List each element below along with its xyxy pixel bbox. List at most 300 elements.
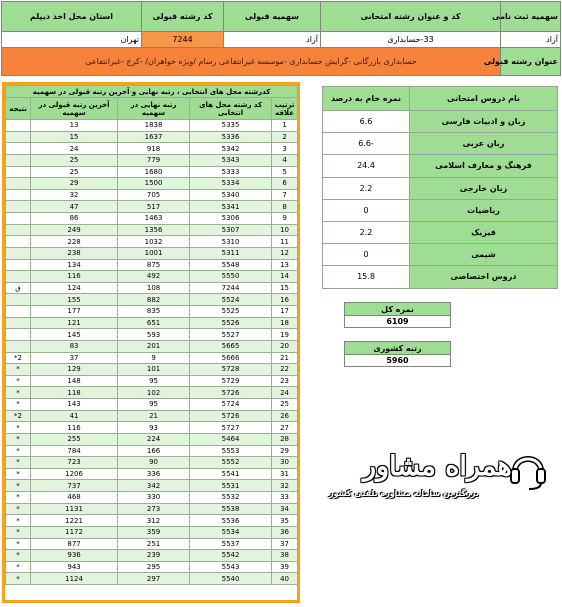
choice-row: [6, 480, 298, 492]
choice-final-rank: 95: [118, 399, 190, 411]
choice-final-rank: 1356: [118, 224, 190, 236]
scores-header-row: [323, 87, 558, 111]
course-value: حسابداری بازرگانی -گرایش حسابداری -موسسه غیرانتفاعی رسام /ویژه خواهران/ -کرج -غیرانتفاعی: [2, 48, 501, 76]
choices-table: [5, 85, 298, 585]
choice-code: 5540: [190, 573, 272, 585]
choice-code: 5726: [190, 387, 272, 399]
choice-result: [6, 166, 31, 178]
header-exam-field: کد و عنوان رشته امتحانی: [321, 2, 501, 32]
choice-priority: 8: [272, 201, 298, 213]
choice-last-rank: 1131: [31, 503, 118, 515]
choice-final-rank: 1032: [118, 236, 190, 248]
choice-row: [6, 247, 298, 259]
subject-score: 15.8: [323, 266, 410, 288]
choice-priority: 9: [272, 213, 298, 225]
national-rank-value: 5960: [345, 355, 451, 367]
choice-row: [6, 178, 298, 190]
subject-name: زبان عربی: [410, 133, 558, 155]
score-row: [323, 244, 558, 266]
choice-last-rank: 228: [31, 236, 118, 248]
choice-final-rank: 90: [118, 457, 190, 469]
score-row: [323, 177, 558, 199]
subject-name: فرهنگ و معارف اسلامی: [410, 155, 558, 177]
choice-priority: 1: [272, 120, 298, 132]
choice-last-rank: 1124: [31, 573, 118, 585]
choice-priority: 3: [272, 143, 298, 155]
choice-priority: 11: [272, 236, 298, 248]
scores-table: [322, 86, 558, 289]
choices-panel: [2, 82, 300, 603]
total-score-label: نمره کل: [345, 303, 451, 316]
choice-row: [6, 573, 298, 585]
choice-result: *: [6, 468, 31, 480]
choice-final-rank: 705: [118, 189, 190, 201]
choice-row: [6, 433, 298, 445]
choice-priority: 32: [272, 480, 298, 492]
choice-result: [6, 271, 31, 283]
choice-result: *: [6, 573, 31, 585]
subject-score: 0: [323, 244, 410, 266]
choice-final-rank: 779: [118, 154, 190, 166]
choice-priority: 27: [272, 422, 298, 434]
choice-code: 5726: [190, 410, 272, 422]
choice-final-rank: 108: [118, 282, 190, 294]
header-result: نتیجه: [6, 98, 31, 120]
subject-name: زبان و ادبیات فارسی: [410, 111, 558, 133]
choice-result: ق: [6, 282, 31, 294]
choice-last-rank: 155: [31, 294, 118, 306]
choice-result: [6, 259, 31, 271]
choice-code: 5335: [190, 120, 272, 132]
choice-code: 5464: [190, 433, 272, 445]
choice-final-rank: 312: [118, 515, 190, 527]
choice-priority: 31: [272, 468, 298, 480]
choice-result: *: [6, 515, 31, 527]
choice-code: 5307: [190, 224, 272, 236]
choice-priority: 35: [272, 515, 298, 527]
choice-row: [6, 457, 298, 469]
choice-last-rank: 15: [31, 131, 118, 143]
header-admission-code: کد رشته قبولی: [142, 2, 224, 32]
choice-result: [6, 120, 31, 132]
subject-name: زبان خارجی: [410, 177, 558, 199]
choice-final-rank: 251: [118, 538, 190, 550]
choice-row: [6, 236, 298, 248]
choice-row: [6, 329, 298, 341]
exam-field-value: 33-حسابداری: [321, 32, 501, 48]
choice-last-rank: 145: [31, 329, 118, 341]
choice-last-rank: 143: [31, 399, 118, 411]
choice-final-rank: 101: [118, 364, 190, 376]
choice-last-rank: 25: [31, 166, 118, 178]
choice-result: [6, 201, 31, 213]
course-label: عنوان رشته قبولی: [501, 48, 561, 76]
choice-code: 5550: [190, 271, 272, 283]
choice-priority: 20: [272, 340, 298, 352]
subject-name: فیزیک: [410, 221, 558, 243]
choice-code: 5665: [190, 340, 272, 352]
choice-code: 5310: [190, 236, 272, 248]
header-admission-quota: سهمیه قبولی: [224, 2, 321, 32]
choices-title-row: [6, 86, 298, 98]
choice-result: [6, 154, 31, 166]
choice-result: [6, 213, 31, 225]
choice-code: 5537: [190, 538, 272, 550]
choice-code: 5333: [190, 166, 272, 178]
score-row: [323, 155, 558, 177]
choice-priority: 26: [272, 410, 298, 422]
choice-priority: 2: [272, 131, 298, 143]
choice-priority: 34: [272, 503, 298, 515]
choice-last-rank: 468: [31, 492, 118, 504]
choice-code: 7244: [190, 282, 272, 294]
choice-last-rank: 47: [31, 201, 118, 213]
choice-priority: 38: [272, 550, 298, 562]
choice-priority: 25: [272, 399, 298, 411]
choice-final-rank: 21: [118, 410, 190, 422]
choice-result: *: [6, 375, 31, 387]
choice-result: *: [6, 526, 31, 538]
choice-row: [6, 317, 298, 329]
choice-priority: 28: [272, 433, 298, 445]
choice-code: 5532: [190, 492, 272, 504]
header-final-rank: رتبه نهایی در سهمیه: [118, 98, 190, 120]
choice-row: [6, 503, 298, 515]
choice-result: *: [6, 445, 31, 457]
choice-final-rank: 273: [118, 503, 190, 515]
choice-final-rank: 835: [118, 306, 190, 318]
choice-last-rank: 86: [31, 213, 118, 225]
header-priority: ترتیب علاقه: [272, 98, 298, 120]
choice-code: 5666: [190, 352, 272, 364]
choice-row: [6, 120, 298, 132]
choice-final-rank: 224: [118, 433, 190, 445]
choice-result: *: [6, 422, 31, 434]
choice-row: [6, 410, 298, 422]
choice-final-rank: 492: [118, 271, 190, 283]
choice-priority: 40: [272, 573, 298, 585]
choice-result: [6, 294, 31, 306]
choice-final-rank: 651: [118, 317, 190, 329]
choice-row: [6, 259, 298, 271]
choice-priority: 33: [272, 492, 298, 504]
choice-priority: 7: [272, 189, 298, 201]
choice-final-rank: 1680: [118, 166, 190, 178]
choice-code: 5526: [190, 317, 272, 329]
headset-icon: [507, 445, 549, 491]
choice-last-rank: 25: [31, 154, 118, 166]
logo-name: همراه مشاور: [363, 451, 512, 482]
national-rank-label: رتبه کشوری: [345, 342, 451, 355]
choice-result: *: [6, 387, 31, 399]
choice-result: *: [6, 364, 31, 376]
choice-final-rank: 201: [118, 340, 190, 352]
choice-row: [6, 143, 298, 155]
choice-code: 5342: [190, 143, 272, 155]
choices-title: کدرشته محل های انتخابی ، رتبه نهایی و آخرین رتبه قبولی در سهمیه: [6, 86, 298, 98]
choice-code: 5306: [190, 213, 272, 225]
choice-final-rank: 1463: [118, 213, 190, 225]
choice-final-rank: 517: [118, 201, 190, 213]
choice-code: 5336: [190, 131, 272, 143]
choice-result: [6, 178, 31, 190]
choice-last-rank: 129: [31, 364, 118, 376]
info-value-row: [2, 32, 561, 48]
choice-code: 5724: [190, 399, 272, 411]
choice-final-rank: 295: [118, 561, 190, 573]
brand-logo: [325, 443, 555, 513]
choice-last-rank: 1172: [31, 526, 118, 538]
choice-row: [6, 375, 298, 387]
diploma-province-value: تهران: [2, 32, 142, 48]
choice-row: [6, 399, 298, 411]
choice-final-rank: 102: [118, 387, 190, 399]
choice-row: [6, 294, 298, 306]
choice-final-rank: 93: [118, 422, 190, 434]
choice-result: [6, 247, 31, 259]
choice-priority: 13: [272, 259, 298, 271]
choice-row: [6, 213, 298, 225]
choice-row: [6, 526, 298, 538]
choice-code: 5343: [190, 154, 272, 166]
choice-last-rank: 943: [31, 561, 118, 573]
choice-code: 5534: [190, 526, 272, 538]
choice-priority: 14: [272, 271, 298, 283]
choice-final-rank: 1637: [118, 131, 190, 143]
subject-score: 2.2: [323, 221, 410, 243]
logo-tagline: بزرگترین سامانه مشاوره تلفنی کشور: [329, 489, 479, 498]
choice-result: 2*: [6, 352, 31, 364]
choice-priority: 16: [272, 294, 298, 306]
choice-row: [6, 550, 298, 562]
choice-final-rank: 166: [118, 445, 190, 457]
choice-final-rank: 918: [118, 143, 190, 155]
choice-code: 5536: [190, 515, 272, 527]
choice-final-rank: 882: [118, 294, 190, 306]
choice-row: [6, 468, 298, 480]
score-row: [323, 133, 558, 155]
score-row: [323, 266, 558, 288]
choice-last-rank: 737: [31, 480, 118, 492]
header-registration-quota: سهمیه ثبت نامی: [501, 2, 561, 32]
choice-row: [6, 166, 298, 178]
choice-result: [6, 224, 31, 236]
total-score-value: 6109: [345, 316, 451, 328]
choice-row: [6, 282, 298, 294]
choice-code: 5542: [190, 550, 272, 562]
choice-row: [6, 515, 298, 527]
choice-row: [6, 306, 298, 318]
choice-final-rank: 297: [118, 573, 190, 585]
choice-last-rank: 41: [31, 410, 118, 422]
choice-code: 5729: [190, 375, 272, 387]
choice-priority: 10: [272, 224, 298, 236]
choice-last-rank: 1206: [31, 468, 118, 480]
choice-result: *: [6, 538, 31, 550]
choice-last-rank: 32: [31, 189, 118, 201]
choice-priority: 39: [272, 561, 298, 573]
choice-last-rank: 121: [31, 317, 118, 329]
choice-code: 5538: [190, 503, 272, 515]
choice-last-rank: 134: [31, 259, 118, 271]
choice-final-rank: 1500: [118, 178, 190, 190]
choice-code: 5311: [190, 247, 272, 259]
choice-code: 5541: [190, 468, 272, 480]
choice-last-rank: 37: [31, 352, 118, 364]
choice-row: [6, 422, 298, 434]
total-score-box: [344, 302, 451, 328]
applicant-info-table: [1, 1, 561, 76]
choice-last-rank: 177: [31, 306, 118, 318]
choice-result: [6, 236, 31, 248]
choice-result: [6, 329, 31, 341]
choice-last-rank: 249: [31, 224, 118, 236]
choice-final-rank: 95: [118, 375, 190, 387]
choice-code: 5548: [190, 259, 272, 271]
choice-priority: 29: [272, 445, 298, 457]
choice-code: 5543: [190, 561, 272, 573]
score-row: [323, 221, 558, 243]
choice-code: 5531: [190, 480, 272, 492]
choice-priority: 18: [272, 317, 298, 329]
subject-score: 0: [323, 199, 410, 221]
choice-row: [6, 364, 298, 376]
subject-score: -6.6: [323, 133, 410, 155]
info-header-row: [2, 2, 561, 32]
subject-name: شیمی: [410, 244, 558, 266]
choice-code: 5334: [190, 178, 272, 190]
choice-final-rank: 593: [118, 329, 190, 341]
score-row: [323, 111, 558, 133]
choice-result: *: [6, 503, 31, 515]
choice-priority: 30: [272, 457, 298, 469]
choice-code: 5527: [190, 329, 272, 341]
choice-result: *: [6, 550, 31, 562]
choice-last-rank: 24: [31, 143, 118, 155]
choice-priority: 5: [272, 166, 298, 178]
choice-row: [6, 387, 298, 399]
admission-quota-value: آزاد: [224, 32, 321, 48]
choice-code: 5553: [190, 445, 272, 457]
header-raw-score: نمره خام به درصد: [323, 87, 410, 111]
admission-code-value: 7244: [142, 32, 224, 48]
score-row: [323, 199, 558, 221]
choice-last-rank: 148: [31, 375, 118, 387]
registration-quota-value: آزاد: [501, 32, 561, 48]
choice-result: 2*: [6, 410, 31, 422]
choice-result: [6, 306, 31, 318]
choice-last-rank: 124: [31, 282, 118, 294]
choices-body: [6, 120, 298, 585]
choice-last-rank: 118: [31, 387, 118, 399]
choice-final-rank: 342: [118, 480, 190, 492]
choice-row: [6, 561, 298, 573]
choice-result: [6, 340, 31, 352]
choice-row: [6, 538, 298, 550]
course-row: [2, 48, 561, 76]
choices-header-row: [6, 98, 298, 120]
choice-row: [6, 340, 298, 352]
choice-final-rank: 875: [118, 259, 190, 271]
subject-name: دروس اختصاصی: [410, 266, 558, 288]
choice-code: 5340: [190, 189, 272, 201]
choice-final-rank: 239: [118, 550, 190, 562]
choice-last-rank: 784: [31, 445, 118, 457]
choice-result: *: [6, 433, 31, 445]
choice-last-rank: 1221: [31, 515, 118, 527]
choice-row: [6, 445, 298, 457]
choice-result: [6, 143, 31, 155]
choice-code: 5524: [190, 294, 272, 306]
choice-priority: 22: [272, 364, 298, 376]
choice-last-rank: 29: [31, 178, 118, 190]
choice-last-rank: 255: [31, 433, 118, 445]
choice-result: [6, 131, 31, 143]
choice-result: *: [6, 399, 31, 411]
choice-priority: 15: [272, 282, 298, 294]
choice-last-rank: 877: [31, 538, 118, 550]
choice-row: [6, 492, 298, 504]
choice-result: *: [6, 480, 31, 492]
choice-priority: 17: [272, 306, 298, 318]
choice-last-rank: 238: [31, 247, 118, 259]
choice-priority: 36: [272, 526, 298, 538]
subject-name: ریاضیات: [410, 199, 558, 221]
choice-row: [6, 201, 298, 213]
choice-priority: 23: [272, 375, 298, 387]
choice-last-rank: 13: [31, 120, 118, 132]
choice-result: *: [6, 561, 31, 573]
choice-priority: 24: [272, 387, 298, 399]
subject-score: 24.4: [323, 155, 410, 177]
choice-row: [6, 352, 298, 364]
choice-result: *: [6, 457, 31, 469]
choice-final-rank: 336: [118, 468, 190, 480]
scores-body: [323, 111, 558, 289]
choice-last-rank: 723: [31, 457, 118, 469]
choice-row: [6, 131, 298, 143]
choice-code: 5341: [190, 201, 272, 213]
choice-final-rank: 1001: [118, 247, 190, 259]
choice-result: [6, 317, 31, 329]
choice-last-rank: 116: [31, 271, 118, 283]
choice-result: [6, 189, 31, 201]
choice-last-rank: 83: [31, 340, 118, 352]
choice-priority: 12: [272, 247, 298, 259]
choice-final-rank: 330: [118, 492, 190, 504]
national-rank-box: [344, 341, 451, 367]
choice-row: [6, 224, 298, 236]
header-subject: نام دروس امتحانی: [410, 87, 558, 111]
subject-score: 2.2: [323, 177, 410, 199]
choice-row: [6, 154, 298, 166]
choice-priority: 6: [272, 178, 298, 190]
choice-code: 5552: [190, 457, 272, 469]
header-last-admitted-rank: آخرین رتبه قبولی در سهمیه: [31, 98, 118, 120]
choice-code: 5728: [190, 364, 272, 376]
choice-priority: 4: [272, 154, 298, 166]
header-diploma-province: استان محل اخذ دیپلم: [2, 2, 142, 32]
choice-code: 5525: [190, 306, 272, 318]
choice-last-rank: 936: [31, 550, 118, 562]
choice-priority: 21: [272, 352, 298, 364]
choice-result: *: [6, 492, 31, 504]
choice-final-rank: 1838: [118, 120, 190, 132]
subject-score: 6.6: [323, 111, 410, 133]
choice-row: [6, 271, 298, 283]
choice-row: [6, 189, 298, 201]
header-choice-code: کد رشته محل های انتخابی: [190, 98, 272, 120]
